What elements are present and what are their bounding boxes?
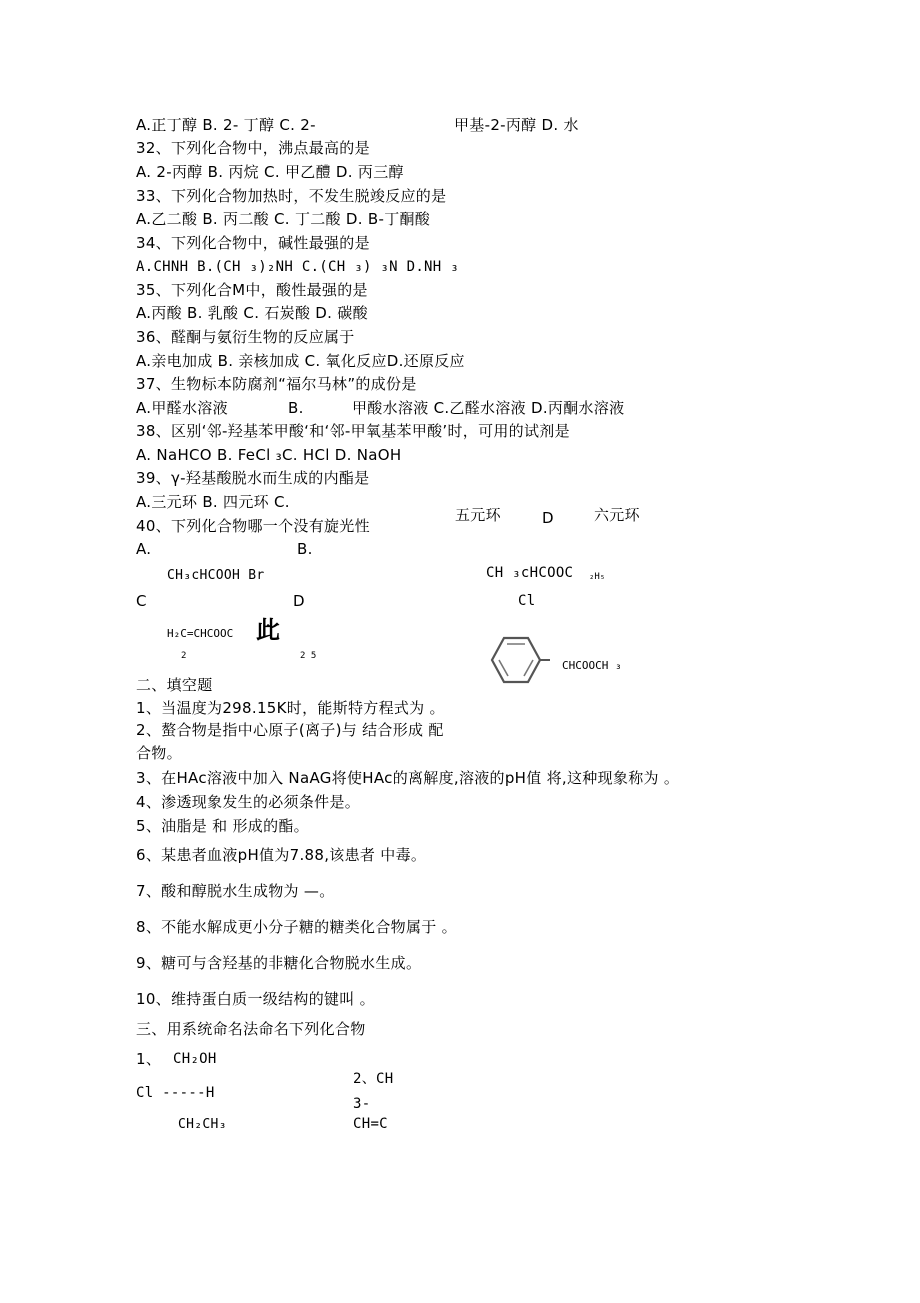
q35-options: A.丙酸 B. 乳酸 C. 石炭酸 D. 碳酸 — [136, 304, 368, 322]
q40-formula-b-sub: ₂H₅ — [589, 572, 606, 582]
q40-formula-d: CHCOOCH ₃ — [562, 659, 622, 672]
fill-q9: 9、糖可与含羟基的非糖化合物脱水生成。 — [136, 954, 422, 972]
q40-label-b: B. — [297, 540, 313, 558]
naming-c1-bottom: CH₂CH₃ — [178, 1117, 227, 1132]
fill-q5: 5、油脂是 和 形成的酯。 — [136, 817, 309, 835]
q40-formula-a: CH₃cHCOOH Br — [167, 568, 265, 583]
q39-option-d: D — [542, 509, 554, 527]
q40-stem: 40、下列化合物哪一个没有旋光性 — [136, 517, 370, 535]
fill-q2-line2: 合物。 — [136, 744, 182, 762]
q37-options-rest: 甲酸水溶液 C.乙醛水溶液 D.丙酮水溶液 — [352, 399, 625, 417]
q40-formula-c-sub2: 2 5 — [300, 651, 317, 661]
q38-stem: 38、区别‘邻-羟基苯甲酸‘和‘邻-甲氧基苯甲酸’时，可用的试剂是 — [136, 422, 570, 440]
q40-formula-b-cl: Cl — [518, 593, 536, 609]
naming-c1-top: CH₂OH — [173, 1051, 217, 1067]
fill-q7: 7、酸和醇脱水生成物为 —。 — [136, 882, 335, 900]
q40-label-c: C — [136, 592, 147, 610]
q31-options: A.正丁醇 B. 2- 丁醇 C. 2- — [136, 116, 316, 134]
q33-stem: 33、下列化合物加热时，不发生脱竣反应的是 — [136, 187, 447, 205]
q34-options: A.CHNH B.(CH ₃)₂NH C.(CH ₃) ₃N D.NH ₃ — [136, 259, 459, 275]
q40-formula-c: H₂C=CHCOOC — [167, 627, 234, 640]
q40-formula-c-glyph: 此 — [256, 616, 280, 644]
naming-c1-middle: Cl -----H — [136, 1085, 215, 1101]
q37-option-b: B. — [288, 399, 304, 417]
q34-stem: 34、下列化合物中，碱性最强的是 — [136, 234, 370, 252]
naming-c2-line2: 3- — [353, 1096, 371, 1112]
naming-c1-number: 1、 — [136, 1050, 162, 1068]
q37-stem: 37、生物标本防腐剂“福尔马林”的成份是 — [136, 375, 417, 393]
q39-option-d-value: 六元环 — [594, 506, 640, 524]
fill-q2-line1: 2、螯合物是指中心原子(离子)与 结合形成 配 — [136, 721, 444, 739]
fill-q3: 3、在HAc溶液中加入 NaAG将使HAc的离解度,溶液的pH值 将,这种现象称为 。 — [136, 769, 680, 787]
q39-stem: 39、γ-羟基酸脱水而生成的内酯是 — [136, 469, 370, 487]
q36-stem: 36、醛酮与氨衍生物的反应属于 — [136, 328, 355, 346]
q32-stem: 32、下列化合物中，沸点最高的是 — [136, 139, 370, 157]
q40-formula-b: CH ₃cHCOOC — [486, 565, 574, 581]
q32-options: A. 2-丙醇 B. 丙烷 C. 甲乙醴 D. 丙三醇 — [136, 163, 404, 181]
fill-heading: 二、填空题 — [136, 676, 213, 694]
naming-c2-line3-clip — [353, 1114, 413, 1132]
fill-q1: 1、当温度为298.15K时，能斯特方程式为 。 — [136, 699, 445, 717]
naming-heading: 三、用系统命名法命名下列化合物 — [136, 1020, 366, 1038]
q38-options: A. NaHCO B. FeCl ₃C. HCl D. NaOH — [136, 446, 402, 464]
fill-q10: 10、维持蛋白质一级结构的键叫 。 — [136, 990, 375, 1008]
fill-q8: 8、不能水解成更小分子糖的糖类化合物属于 。 — [136, 918, 457, 936]
naming-c2-line1: 2、CH — [353, 1071, 394, 1087]
q39-option-c-value: 五元环 — [455, 506, 501, 524]
q36-options: A.亲电加成 B. 亲核加成 C. 氧化反应D.还原反应 — [136, 352, 465, 370]
q31-options-cont: 甲基-2-丙醇 D. 水 — [454, 116, 579, 134]
fill-q6: 6、某患者血液pH值为7.88,该患者 中毒。 — [136, 846, 427, 864]
naming-c2-line3: CH=C — [353, 1116, 388, 1132]
q35-stem: 35、下列化合M中，酸性最强的是 — [136, 281, 368, 299]
q37-option-a: A.甲醛水溶液 — [136, 399, 228, 417]
q39-options: A.三元环 B. 四元环 C. — [136, 493, 290, 511]
q40-formula-c-sub: 2 — [181, 651, 187, 661]
q40-label-d: D — [293, 592, 305, 610]
fill-q4: 4、渗透现象发生的必须条件是。 — [136, 793, 361, 811]
benzene-ring-structure — [490, 634, 550, 686]
q33-options: A.乙二酸 B. 丙二酸 C. 丁二酸 D. B-丁酮酸 — [136, 210, 431, 228]
q40-label-a: A. — [136, 540, 152, 558]
